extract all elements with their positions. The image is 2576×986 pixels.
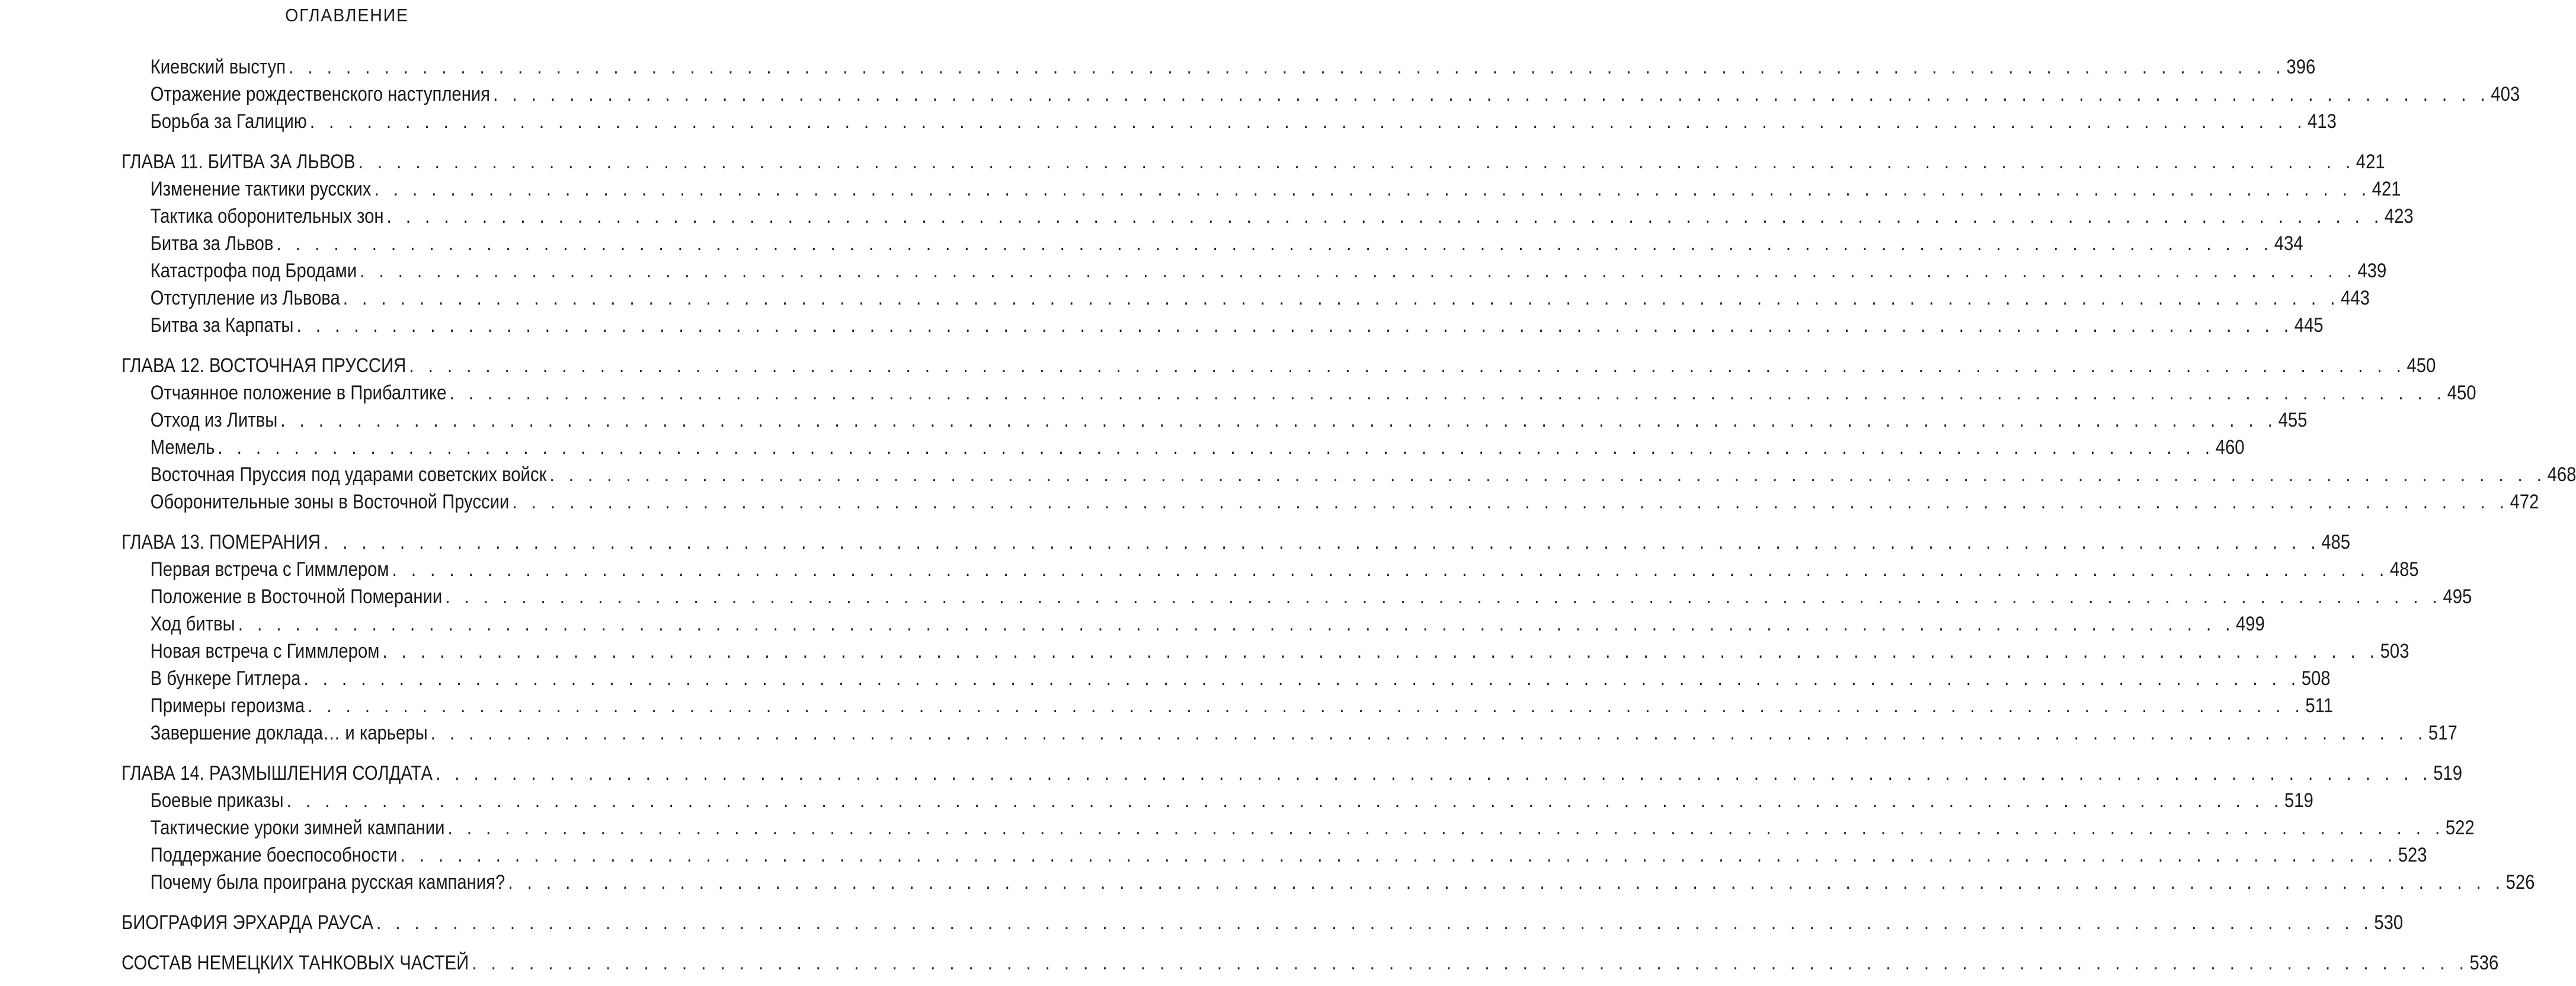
toc-entry-page: 522 [2445,817,2475,839]
toc-chapter-page: 536 [2469,952,2499,974]
dot-leader [277,406,2277,434]
toc-entry[interactable] [0,230,2303,257]
toc-chapter[interactable] [0,760,2463,787]
toc-chapter[interactable] [0,949,2499,977]
toc-entry-title: Примеры героизма [150,694,305,717]
toc-entry-page: 526 [2505,871,2535,894]
toc-entry-title: Отход из Литвы [150,409,278,431]
dot-leader [406,352,2406,379]
dot-leader [305,692,2305,719]
dot-leader [215,434,2215,461]
toc-entry-title: Первая встреча с Гиммлером [150,558,389,581]
toc-entry[interactable] [0,841,2427,869]
toc-entry[interactable] [0,461,2576,488]
dot-leader [371,175,2371,203]
toc-entry-page: 508 [2301,667,2331,690]
toc-entry-page: 495 [2443,585,2472,608]
toc-entry[interactable] [0,284,2370,312]
toc-entry-page: 511 [2305,694,2333,717]
toc-chapter[interactable] [0,352,2436,379]
toc-entry[interactable] [0,312,2324,339]
dot-leader [307,108,2307,135]
toc-entry-title: Битва за Львов [150,232,274,255]
toc-entry-page: 485 [2389,558,2419,581]
toc-entry-page: 472 [2510,491,2539,513]
dot-leader [357,257,2357,284]
toc-entry[interactable] [0,869,2535,896]
toc-group [0,949,2499,977]
toc-entry[interactable] [0,406,2308,434]
toc-group [0,53,2520,135]
toc-entry-page: 517 [2428,722,2457,744]
dot-leader [490,81,2490,108]
toc-entry-title: Тактика оборонительных зон [150,205,384,228]
toc-entry-title: Катастрофа под Бродами [150,260,357,282]
toc-entry-page: 499 [2236,613,2265,635]
toc-entry-page: 455 [2278,409,2308,431]
toc-entry[interactable] [0,719,2457,747]
toc-chapter[interactable] [0,529,2351,556]
toc-entry[interactable] [0,53,2316,81]
toc-entry-title: Почему была проиграна русская кампания? [150,871,505,894]
dot-leader [446,379,2446,406]
toc-entry-page: 519 [2284,789,2313,812]
toc-entry-title: Киевский выступ [150,56,286,78]
toc-chapter[interactable] [0,909,2404,936]
toc-entry[interactable] [0,175,2401,203]
dot-leader [235,610,2235,638]
dot-leader [509,488,2509,516]
dot-leader [397,841,2397,869]
toc-chapter-title: СОСТАВ НЕМЕЦКИХ ТАНКОВЫХ ЧАСТЕЙ [121,952,469,974]
toc-entry-title: Битва за Карпаты [150,314,294,337]
toc-entry[interactable] [0,665,2331,692]
toc-entry[interactable] [0,108,2337,135]
toc-entry-title: Борьба за Галицию [150,110,307,133]
toc-entry[interactable] [0,814,2475,841]
toc-entry[interactable] [0,610,2265,638]
dot-leader [444,814,2444,841]
dot-leader [284,787,2284,814]
dot-leader [300,665,2300,692]
toc-entry-page: 423 [2384,205,2414,228]
dot-leader [340,284,2340,312]
dot-leader [293,312,2293,339]
toc-entry-title: Новая встреча с Гиммлером [150,640,380,662]
toc-group [0,909,2404,936]
dot-leader [321,529,2321,556]
toc-entry[interactable] [0,488,2539,516]
toc-chapter-title: ГЛАВА 11. БИТВА ЗА ЛЬВОВ [121,151,356,173]
toc-entry[interactable] [0,379,2476,406]
toc-entry-page: 503 [2380,640,2409,662]
dot-leader [383,203,2383,230]
dot-leader [373,909,2373,936]
toc-entry-title: Ход битвы [150,613,235,635]
toc-entry-title: Отчаянное положение в Прибалтике [150,382,447,404]
toc-entry-title: Оборонительные зоны в Восточной Пруссии [150,491,510,513]
page-title: ОГЛАВЛЕНИЕ [285,5,409,25]
toc-entry-page: 403 [2491,83,2520,105]
toc-entry-title: Завершение доклада… и карьеры [150,722,428,744]
dot-leader [286,53,2286,81]
toc-chapter-page: 450 [2407,354,2436,377]
dot-leader [469,949,2469,977]
toc-entry-page: 523 [2398,844,2427,866]
toc-entry-title: Изменение тактики русских [150,178,372,200]
toc-entry-title: Мемель [150,436,215,459]
toc-entry[interactable] [0,203,2414,230]
toc-group [0,352,2576,516]
toc-entry-page: 434 [2274,232,2303,255]
toc-entry-page: 450 [2447,382,2476,404]
toc-chapter-page: 485 [2321,531,2351,553]
dot-leader [428,719,2428,747]
toc-entry-title: Тактические уроки зимней кампании [150,817,445,839]
toc-chapter-title: БИОГРАФИЯ ЭРХАРДА РАУСА [121,911,373,934]
toc-entry-title: Восточная Пруссия под ударами советских войск [150,463,547,486]
toc-chapter-page: 519 [2433,762,2463,785]
dot-leader [546,461,2546,488]
toc-entry-page: 445 [2294,314,2324,337]
toc-entry-page: 421 [2372,178,2401,200]
toc-entry-title: Отступление из Львова [150,287,340,309]
toc-entry[interactable] [0,556,2419,583]
toc-entry-title: Поддержание боеспособности [150,844,398,866]
toc-chapter-page: 530 [2374,911,2404,934]
dot-leader [379,638,2379,665]
toc-group [0,148,2414,339]
toc-entry[interactable] [0,583,2472,610]
toc-entry-title: Боевые приказы [150,789,284,812]
toc-entry-title: Отражение рождественского наступления [150,83,491,105]
dot-leader [273,230,2273,257]
dot-leader [355,148,2355,175]
toc-group [0,529,2472,747]
toc-entry[interactable] [0,257,2387,284]
toc-entry-page: 443 [2341,287,2370,309]
toc-entry-title: Положение в Восточной Померании [150,585,443,608]
toc-entry-page: 413 [2308,110,2337,133]
toc-chapter-title: ГЛАВА 13. ПОМЕРАНИЯ [121,531,321,553]
dot-leader [389,556,2389,583]
toc-entry[interactable] [0,787,2313,814]
dot-leader [433,760,2433,787]
toc-chapter-page: 421 [2356,151,2385,173]
toc-chapter-title: ГЛАВА 14. РАЗМЫШЛЕНИЯ СОЛДАТА [121,762,433,785]
toc-entry-page: 439 [2357,260,2387,282]
toc-entry-title: В бункере Гитлера [150,667,301,690]
toc-entry-page: 468 [2547,463,2576,486]
toc-entry[interactable] [0,692,2333,719]
toc-group [0,760,2535,896]
toc-entry[interactable] [0,434,2245,461]
toc-entry-page: 396 [2286,56,2316,78]
toc-entry[interactable] [0,81,2520,108]
toc-chapter-title: ГЛАВА 12. ВОСТОЧНАЯ ПРУССИЯ [121,354,407,377]
dot-leader [442,583,2442,610]
toc-entry[interactable] [0,638,2409,665]
table-of-contents [0,53,2576,977]
toc-chapter[interactable] [0,148,2385,175]
toc-entry-page: 460 [2215,436,2245,459]
dot-leader [505,869,2505,896]
